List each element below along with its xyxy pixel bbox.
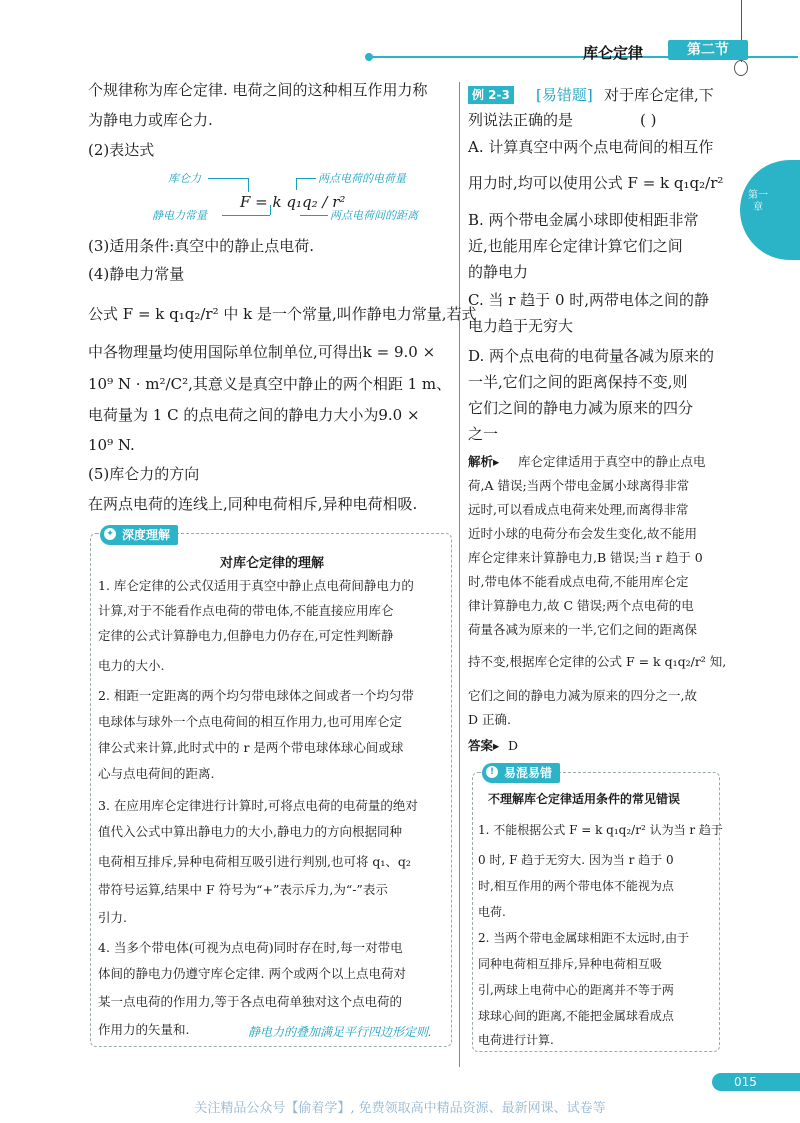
note-arrow: [222, 215, 270, 216]
analysis-line: 库仑定律适用于真空中的静止点电: [518, 454, 706, 469]
example-category: [易错题]: [536, 86, 593, 104]
heading-expression: (2)表达式: [88, 141, 155, 159]
paragraph-line: 电荷量为 1 C 的点电荷之间的静电力大小为9.0 ×: [88, 406, 420, 424]
answer-paren: ( ): [640, 111, 657, 129]
note-constant: 静电力常量: [152, 209, 207, 222]
paragraph-line: 10⁹ N.: [88, 436, 135, 454]
box-line: 4. 当多个带电体(可视为点电荷)同时存在时,每一对带电: [98, 940, 403, 955]
box-line: 计算,对于不能看作点电荷的带电体,不能直接应用库仑: [98, 603, 394, 618]
side-tab-label: 第一章: [748, 190, 768, 213]
box-line: 球球心间的距离,不能把金属球看成点: [478, 1009, 674, 1023]
analysis-line: 库仑定律来计算静电力,B 错误;当 r 趋于 0: [468, 550, 703, 565]
analysis-line: 律计算静电力,故 C 错误;两个点电荷的电: [468, 598, 694, 613]
box-line: 值代入公式中算出静电力的大小,静电力的方向根据同种: [98, 824, 402, 839]
box-line: 带符号运算,结果中 F 符号为“+”表示斥力,为“-”表示: [98, 882, 388, 897]
note-arrow: [296, 178, 316, 179]
option-line: 电力趋于无穷大: [468, 317, 574, 335]
option-line: A. 计算真空中两个点电荷间的相互作: [468, 138, 714, 156]
box-line: 心与点电荷间的距离.: [98, 766, 215, 781]
example-stem: 列说法正确的是: [468, 111, 574, 129]
heading-constant: (4)静电力常量: [88, 265, 185, 283]
hanger-ring-icon: [734, 60, 748, 76]
paragraph-line: 中各物理量均使用国际单位制单位,可得出k = 9.0 ×: [88, 343, 436, 361]
heading-conditions: (3)适用条件:真空中的静止点电荷.: [88, 237, 315, 255]
box-line: 电荷相互排斥,异种电荷相互吸引进行判别,也可将 q₁、q₂: [98, 854, 411, 869]
section-badge: 第二节: [668, 40, 748, 60]
footer-promo: 关注精品公众号【偷着学】, 免费领取高中精品资源、最新网课、试卷等: [194, 1101, 606, 1116]
analysis-label: 解析▸: [468, 454, 500, 469]
analysis-line: D 正确.: [468, 712, 511, 727]
box-line: 电荷.: [478, 905, 506, 919]
chapter-title: 库仑定律: [583, 44, 644, 62]
header-dot: [365, 53, 373, 61]
box-line: 2. 相距一定距离的两个均匀带电球体之间或者一个均匀带: [98, 688, 414, 703]
box-line: 引力.: [98, 910, 127, 925]
box-line: 1. 库仑定律的公式仅适用于真空中静止点电荷间静电力的: [98, 578, 414, 593]
box-line: 作用力的矢量和.: [98, 1022, 190, 1037]
box-line: 电力的大小.: [98, 658, 165, 673]
box-line: 3. 在应用库仑定律进行计算时,可将点电荷的电荷量的绝对: [98, 798, 418, 813]
heading-direction: (5)库仑力的方向: [88, 465, 200, 483]
option-line: D. 两个点电荷的电荷量各减为原来的: [468, 347, 715, 365]
analysis-line: 时,带电体不能看成点电荷,不能用库仑定: [468, 574, 689, 589]
coulomb-formula: F = k q₁q₂ / r²: [240, 193, 346, 211]
box-line: 时,相互作用的两个带电体不能视为点: [478, 879, 674, 893]
deep-understanding-tag: ✦ 深度理解: [100, 525, 178, 545]
note-arrow: [296, 178, 297, 190]
box-line: 电荷进行计算.: [478, 1033, 554, 1047]
option-line: 用力时,均可以使用公式 F = k q₁q₂/r²: [468, 174, 724, 192]
analysis-line: 荷量各减为原来的一半,它们之间的距离保: [468, 622, 697, 637]
note-charge-quantity: 两点电荷的电荷量: [318, 172, 406, 185]
option-line: 它们之间的静电力减为原来的四分: [468, 399, 694, 417]
paragraph-line: 个规律称为库仑定律. 电荷之间的这种相互作用力称: [88, 81, 428, 99]
answer-value: D: [508, 738, 519, 753]
analysis-line: 持不变,根据库仑定律的公式 F = k q₁q₂/r² 知,: [468, 654, 727, 669]
analysis-line: 远时,可以看成点电荷来处理,而离得非常: [468, 502, 689, 517]
box-line: 1. 不能根据公式 F = k q₁q₂/r² 认为当 r 趋于: [478, 823, 723, 837]
paragraph-line: 公式 F = k q₁q₂/r² 中 k 是一个常量,叫作静电力常量,若式: [88, 305, 477, 323]
box-line: 律公式来计算,此时式中的 r 是两个带电球体球心间或球: [98, 740, 404, 755]
box-title: 对库仑定律的理解: [220, 556, 325, 571]
note-distance: 两点电荷间的距离: [330, 209, 418, 222]
example-tag: 例 2-3: [468, 86, 514, 104]
box-line: 引,两球上电荷中心的距离并不等于两: [478, 983, 674, 997]
option-line: 近,也能用库仑定律计算它们之间: [468, 237, 683, 255]
option-line: 一半,它们之间的距离保持不变,则: [468, 373, 688, 391]
analysis-line: 荷,A 错误;当两个带电金属小球离得非常: [468, 478, 690, 493]
handwritten-note: 静电力的叠加满足平行四边形定则.: [248, 1025, 432, 1039]
page-number: 015: [712, 1073, 800, 1091]
box-line: 0 时, F 趋于无穷大. 因为当 r 趋于 0: [478, 853, 674, 867]
paragraph-line: 在两点电荷的连线上,同种电荷相斥,异种电荷相吸.: [88, 495, 418, 513]
example-stem: 对于库仑定律,下: [604, 86, 714, 104]
paragraph-line: 10⁹ N · m²/C²,其意义是真空中静止的两个相距 1 m、: [88, 375, 452, 393]
box-line: 2. 当两个带电金属球相距不太远时,由于: [478, 931, 690, 945]
note-arrow: [270, 205, 271, 215]
analysis-line: 近时小球的电荷分布会发生变化,故不能用: [468, 526, 697, 541]
analysis-line: 它们之间的静电力减为原来的四分之一,故: [468, 688, 697, 703]
answer-label: 答案▸: [468, 738, 500, 753]
column-divider: [459, 82, 460, 1067]
mistake-tag: ! 易混易错: [482, 763, 560, 783]
warning-icon: !: [486, 766, 498, 778]
box-title: 不理解库仑定律适用条件的常见错误: [488, 792, 681, 806]
box-line: 定律的公式计算静电力,但静电力仍存在,可定性判断静: [98, 628, 394, 643]
note-arrow: [208, 178, 248, 179]
box-line: 电球体与球外一个点电荷间的相互作用力,也可用库仑定: [98, 714, 402, 729]
paragraph-line: 为静电力或库仑力.: [88, 111, 213, 129]
option-line: B. 两个带电金属小球即使相距非常: [468, 211, 699, 229]
box-line: 某一点电荷的作用力,等于各点电荷单独对这个点电荷的: [98, 994, 402, 1009]
note-coulomb-force: 库仑力: [168, 172, 201, 185]
note-arrow: [248, 178, 249, 192]
option-line: C. 当 r 趋于 0 时,两带电体之间的静: [468, 291, 710, 309]
note-arrow: [300, 215, 328, 216]
option-line: 的静电力: [468, 263, 529, 281]
box-line: 体间的静电力仍遵守库仑定律. 两个或两个以上点电荷对: [98, 966, 406, 981]
option-line: 之一: [468, 425, 499, 443]
bulb-icon: ✦: [104, 528, 116, 540]
box-line: 同种电荷相互排斥,异种电荷相互吸: [478, 957, 662, 971]
